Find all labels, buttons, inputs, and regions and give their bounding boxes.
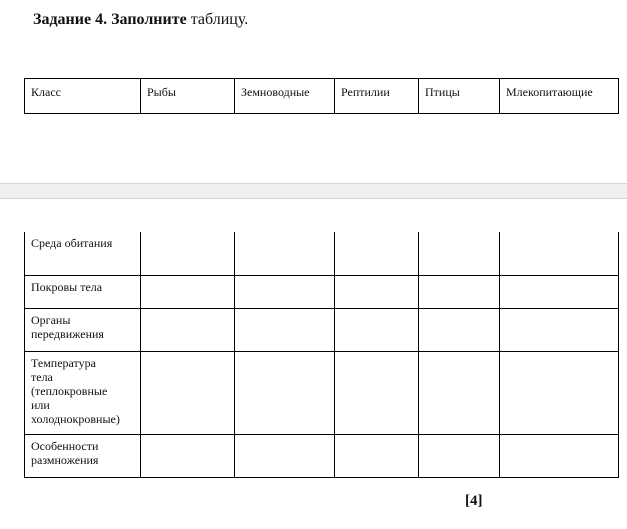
empty-cell[interactable] bbox=[419, 275, 500, 308]
task-heading-rest: таблицу. bbox=[186, 11, 249, 28]
row-label-cell bbox=[25, 351, 141, 434]
empty-cell[interactable] bbox=[235, 232, 335, 275]
empty-cell[interactable] bbox=[335, 275, 419, 308]
row-label-temperature: Температура тела (теплокровные или холоднокровные) bbox=[31, 355, 120, 426]
table-row bbox=[25, 308, 619, 351]
row-label-habitat: Среда обитания bbox=[31, 236, 113, 250]
empty-cell[interactable] bbox=[500, 232, 619, 275]
empty-cell[interactable] bbox=[500, 275, 619, 308]
empty-cell[interactable] bbox=[335, 232, 419, 275]
table-row bbox=[25, 232, 619, 275]
table-row bbox=[25, 434, 619, 477]
empty-cell[interactable] bbox=[419, 351, 500, 434]
row-label-reproduction: Особенности размножения bbox=[31, 438, 99, 467]
task-heading-bold: Задание 4. Заполните bbox=[33, 11, 187, 28]
header-mammals-label: Млекопитающие bbox=[506, 85, 593, 99]
header-cell bbox=[500, 79, 619, 114]
table-row bbox=[25, 351, 619, 434]
empty-cell[interactable] bbox=[500, 434, 619, 477]
row-label-body-covering: Покровы тела bbox=[31, 279, 103, 294]
header-cell bbox=[141, 79, 235, 114]
header-birds-label: Птицы bbox=[425, 85, 460, 99]
row-label-cell bbox=[25, 275, 141, 308]
empty-cell[interactable] bbox=[235, 351, 335, 434]
row-label-cell bbox=[25, 308, 141, 351]
row-label-cell bbox=[25, 434, 141, 477]
empty-cell[interactable] bbox=[141, 275, 235, 308]
header-cell bbox=[419, 79, 500, 114]
header-reptiles-label: Рептилии bbox=[341, 85, 390, 99]
table-row bbox=[25, 275, 619, 308]
empty-cell[interactable] bbox=[235, 308, 335, 351]
empty-cell[interactable] bbox=[500, 308, 619, 351]
empty-cell[interactable] bbox=[500, 351, 619, 434]
table-header bbox=[24, 78, 619, 114]
header-class-label: Класс bbox=[31, 85, 61, 99]
empty-cell[interactable] bbox=[335, 351, 419, 434]
row-label-cell bbox=[25, 232, 141, 275]
header-cell bbox=[335, 79, 419, 114]
header-amphibians-label: Земноводные bbox=[241, 85, 310, 99]
header-fish-label: Рыбы bbox=[147, 85, 176, 99]
table-body bbox=[24, 232, 619, 478]
empty-cell[interactable] bbox=[235, 275, 335, 308]
empty-cell[interactable] bbox=[419, 434, 500, 477]
header-cell bbox=[235, 79, 335, 114]
task-heading bbox=[33, 11, 248, 29]
empty-cell[interactable] bbox=[141, 434, 235, 477]
empty-cell[interactable] bbox=[235, 434, 335, 477]
empty-cell[interactable] bbox=[141, 232, 235, 275]
header-cell bbox=[25, 79, 141, 114]
row-label-locomotion: Органы передвижения bbox=[31, 312, 104, 341]
page-break-separator bbox=[0, 183, 627, 199]
empty-cell[interactable] bbox=[141, 308, 235, 351]
table-header-row bbox=[25, 79, 619, 114]
empty-cell[interactable] bbox=[141, 351, 235, 434]
empty-cell[interactable] bbox=[335, 308, 419, 351]
score-points: [4] bbox=[465, 493, 483, 509]
empty-cell[interactable] bbox=[335, 434, 419, 477]
empty-cell[interactable] bbox=[419, 232, 500, 275]
empty-cell[interactable] bbox=[419, 308, 500, 351]
